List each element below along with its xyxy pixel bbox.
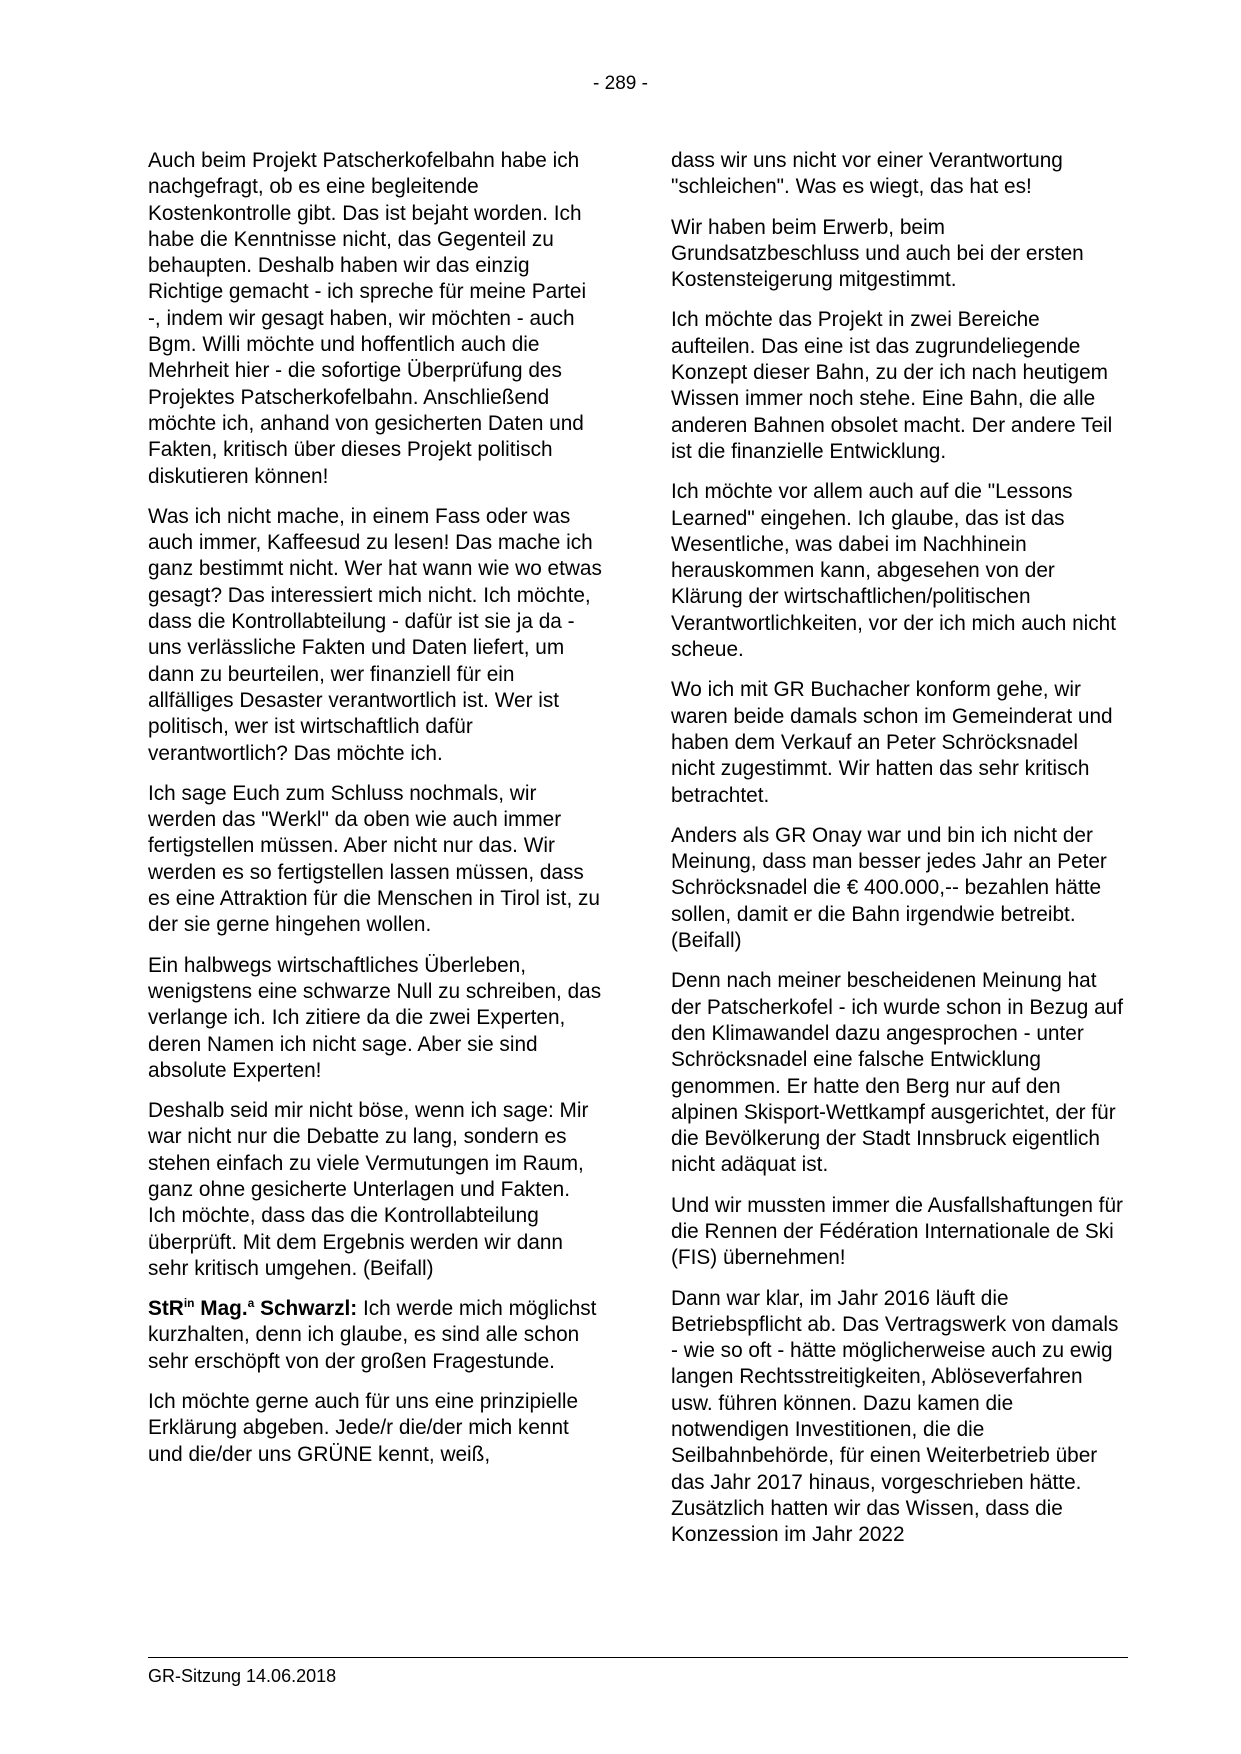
right-column [671,148,1126,1563]
footer-session-date: GR-Sitzung 14.06.2018 [148,1666,337,1686]
speaker-surname: Schwarzl: [254,1297,358,1321]
paragraph: Ich möchte vor allem auch auf die "Lessons Learned" eingehen. Ich glaube, das ist das Wesentliche, was dabei im Nachhinein herauskommen kann, abgesehen von der Klärung der wirtschaftlichen/politischen Verantwortlichkeiten, vor der ich mich auch nicht scheue. [671,480,1117,662]
paragraph: Ich möchte gerne auch für uns eine prinzipielle Erklärung abgeben. Jede/r die/der mich kennt und die/der uns GRÜNE kennt, weiß, [148,1390,579,1466]
speaker-paragraph [148,1296,603,1375]
paragraph: Wo ich mit GR Buchacher konform gehe, wir waren beide damals schon im Gemeinderat und haben dem Verkauf an Peter Schröcksnadel nicht zugestimmt. Wir hatten das sehr kritisch betrachtet. [671,678,1113,807]
speaker-degree-sup: a [247,1296,255,1311]
speaker-title-sup: in [183,1296,195,1311]
paragraph: Und wir mussten immer die Ausfallshaftungen für die Rennen der Fédération Internationale de Ski (FIS) übernehmen! [671,1193,1123,1270]
paragraph: dass wir uns nicht vor einer Verantwortung "schleichen". Was es wiegt, das hat es! [671,149,1063,199]
paragraph: Ich möchte das Projekt in zwei Bereiche aufteilen. Das eine ist das zugrundeliegende Konzept dieser Bahn, zu der ich nach heutigem Wissen immer noch stehe. Eine Bahn, die alle anderen Bahnen obsolet macht. Der andere Teil ist die finanzielle Entwicklung. [671,308,1113,463]
speaker-text: Ich werde mich möglichst kurzhalten, denn ich glaube, es sind alle schon sehr erschöpft von der großen Fragestunde. [148,1297,597,1373]
footer-divider [148,1657,1128,1658]
speaker-degree: Mag. [194,1297,248,1321]
paragraph: Denn nach meiner bescheidenen Meinung hat der Patscherkofel - ich wurde schon in Bezug auf den Klimawandel dazu angesprochen - unter Schröcksnadel eine falsche Entwicklung genommen. Er hatte den Berg nur auf den alpinen Skisport-Wettkampf ausgerichtet, der für die Bevölkerung der Stadt Innsbruck eigentlich nicht adäquat ist. [671,969,1123,1177]
page-number: - 289 - [593,73,648,94]
paragraph: Dann war klar, im Jahr 2016 läuft die Betriebspflicht ab. Das Vertragswerk von damals - wie so oft - hätte möglicherweise auch zu ewig langen Rechtsstreitigkeiten, Ablöseverfahren usw. führen können. Dazu kamen die notwendigen Investitionen, die die Seilbahnbehörde, für einen Weiterbetrieb über das Jahr 2017 hinaus, vorgeschrieben hätte. Zusätzlich hatten wir das Wissen, dass die Konzession im Jahr 2022 [671,1286,1119,1547]
paragraph: Ein halbwegs wirtschaftliches Überleben, wenigstens eine schwarze Null zu schreiben, das verlange ich. Ich zitiere da die zwei Experten, deren Namen ich nicht sage. Aber sie sind absolute Experten! [148,953,602,1082]
speaker-title: StR [148,1297,184,1321]
paragraph: Wir haben beim Erwerb, beim Grundsatzbeschluss und auch bei der ersten Kostensteigerung mitgestimmt. [671,215,1084,292]
paragraph: Deshalb seid mir nicht böse, wenn ich sage: Mir war nicht nur die Debatte zu lang, sondern es stehen einfach zu viele Vermutungen im Raum, ganz ohne gesicherte Unterlagen und Fakten. Ich möchte, dass das die Kontrollabteilung überprüft. Mit dem Ergebnis werden wir dann sehr kritisch umgehen. (Beifall) [148,1099,589,1280]
left-column [148,148,603,1482]
paragraph: Auch beim Projekt Patscherkofelbahn habe ich nachgefragt, ob es eine begleitende Kostenkontrolle gibt. Das ist bejaht worden. Ich habe die Kenntnisse nicht, das Gegenteil zu behaupten. Deshalb haben wir das einzig Richtige gemacht - ich spreche für meine Partei -, indem wir gesagt haben, wir möchten - auch Bgm. Willi möchte und hoffentlich auch die Mehrheit hier - die sofortige Überprüfung des Projektes Patscherkofelbahn. Anschließend möchte ich, anhand von gesicherten Daten und Fakten, kritisch über dieses Projekt politisch diskutieren können! [148,149,587,488]
paragraph: Ich sage Euch zum Schluss nochmals, wir werden das "Werkl" da oben wie auch immer fertigstellen müssen. Aber nicht nur das. Wir werden es so fertigstellen lassen müssen, dass es eine Attraktion für die Menschen in Tirol ist, zu der sie gerne hingehen wollen. [148,781,600,937]
paragraph: Anders als GR Onay war und bin ich nicht der Meinung, dass man besser jedes Jahr an Peter Schröcksnadel die € 400.000,-- bezahlen hätte sollen, damit er die Bahn irgendwie betreibt. (Beifall) [671,823,1107,953]
speaker-name [148,1297,357,1320]
paragraph: Was ich nicht mache, in einem Fass oder was auch immer, Kaffeesud zu lesen! Das mache ich ganz bestimmt nicht. Wer hat wann wie wo etwas gesagt? Das interessiert mich nicht. Ich möchte, dass die Kontrollabteilung - dafür ist sie ja da - uns verlässliche Fakten und Daten liefert, um dann zu beurteilen, wer finanziell für ein allfälliges Desaster verantwortlich ist. Wer ist politisch, wer ist wirtschaftlich dafür verantwortlich? Das möchte ich. [148,504,602,765]
